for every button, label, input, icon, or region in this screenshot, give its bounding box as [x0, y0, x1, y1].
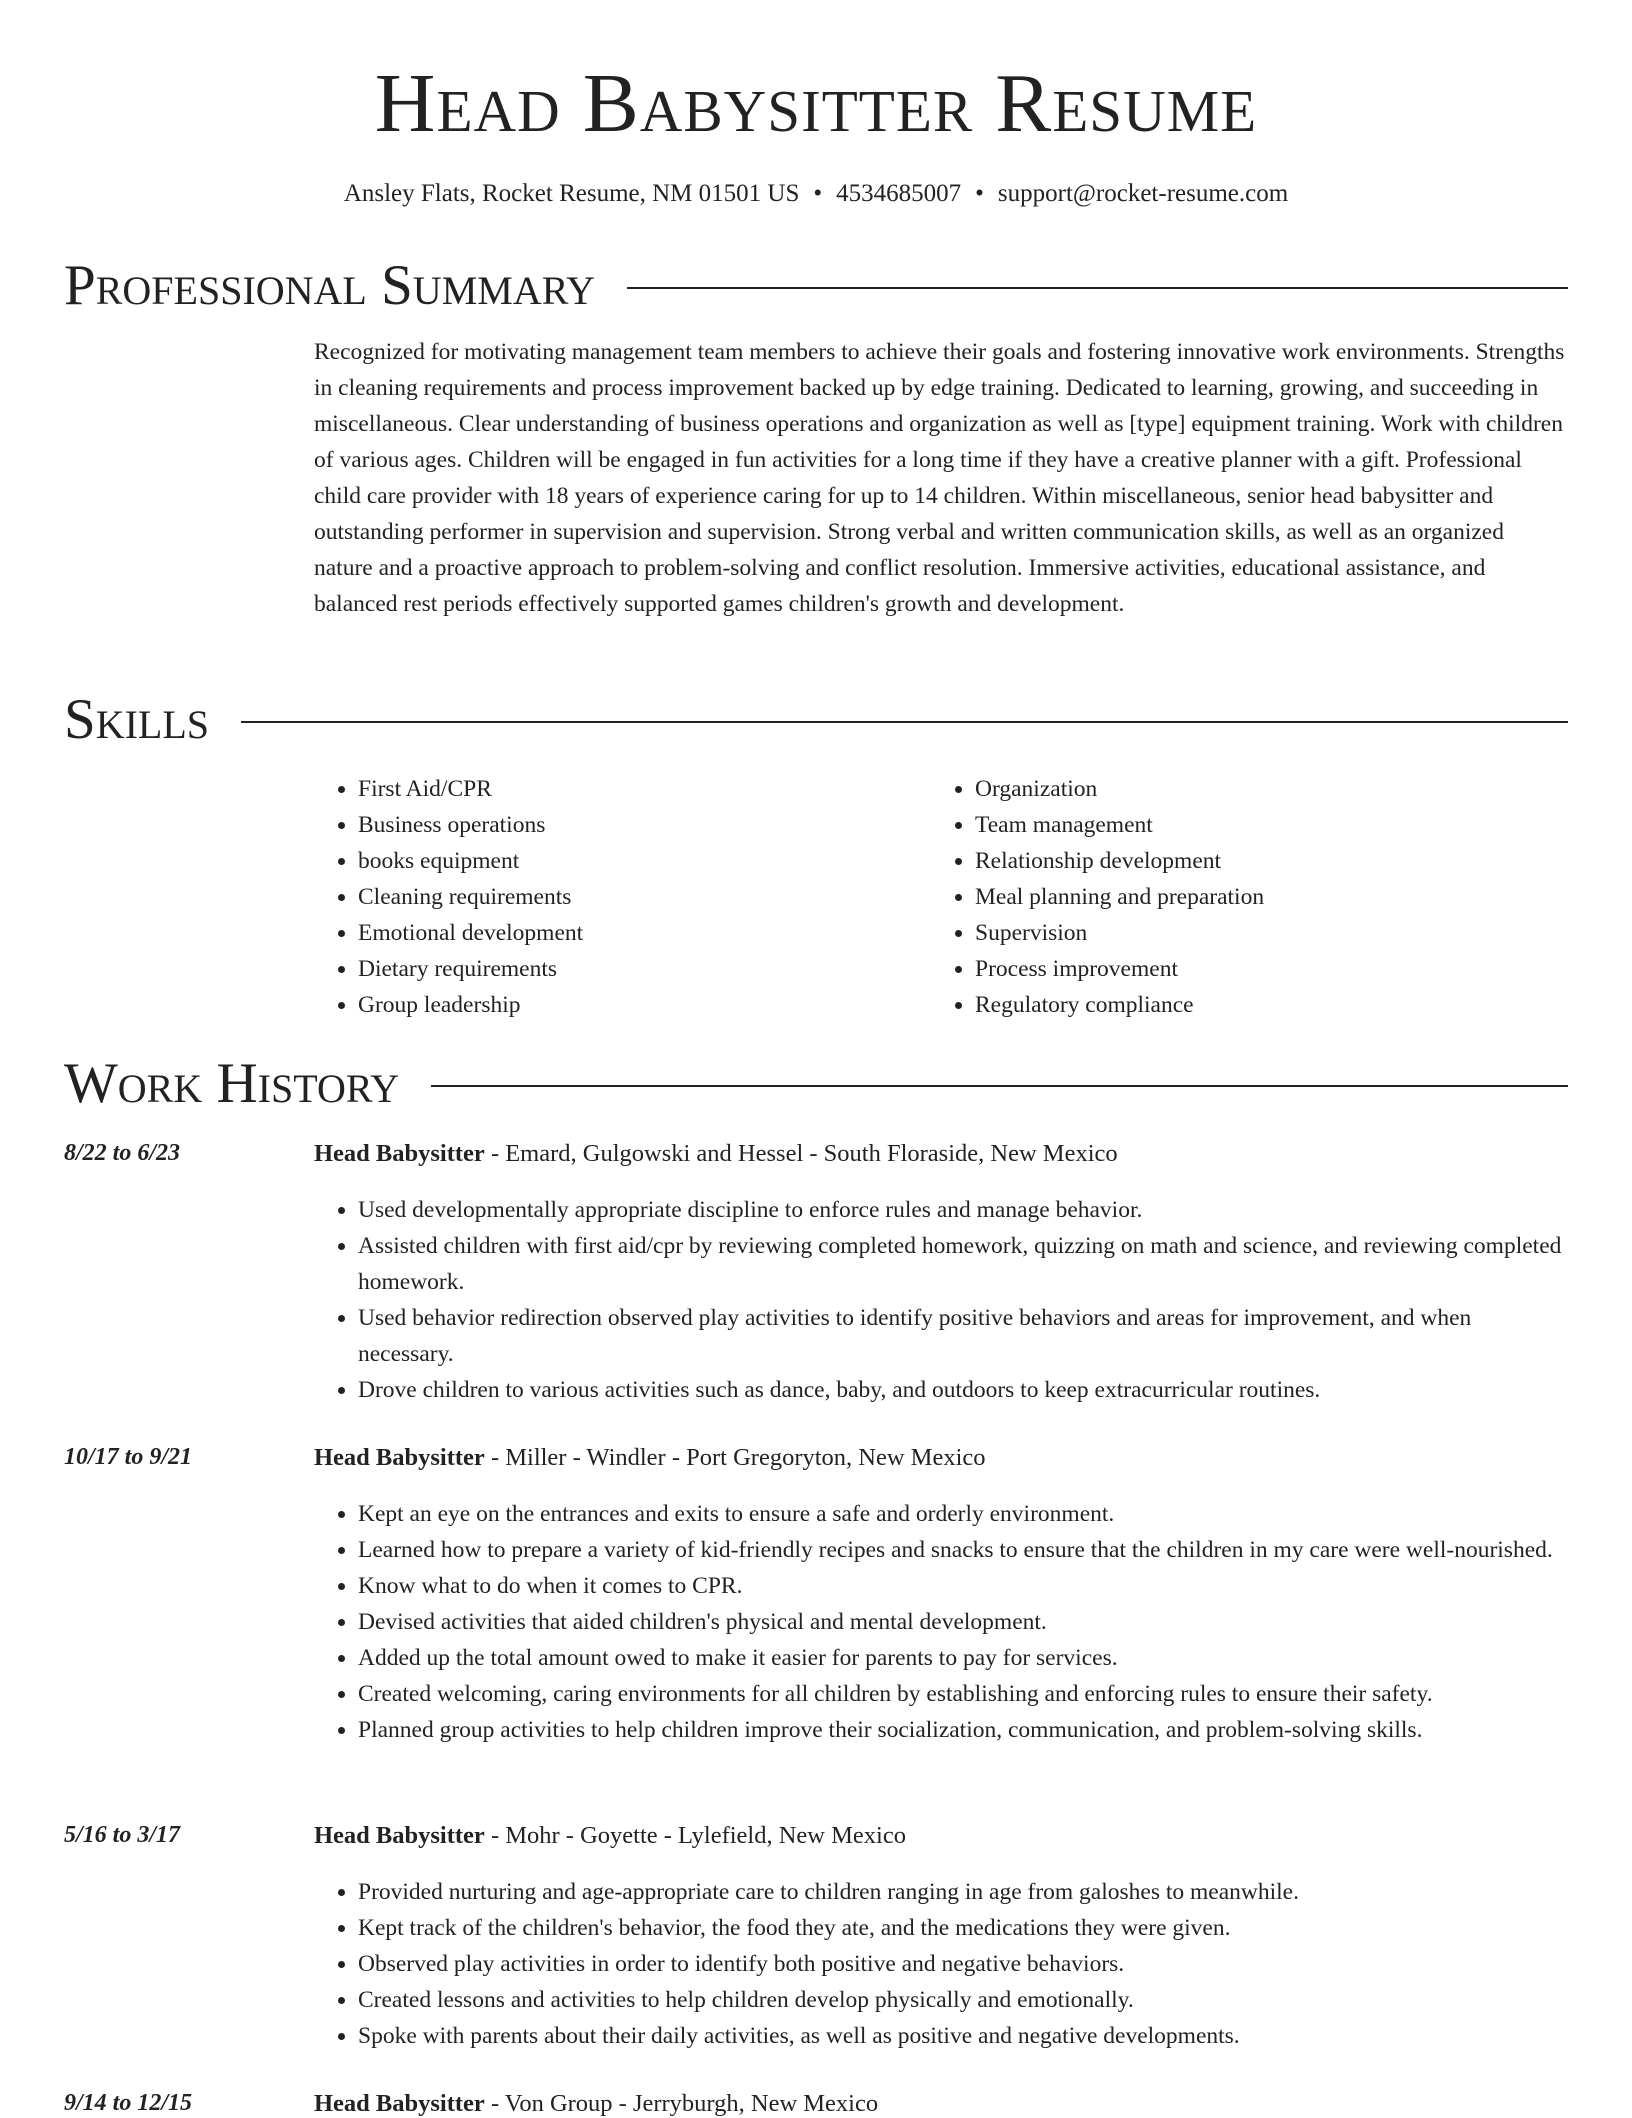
- skill-item: • Organization: [975, 771, 1264, 807]
- skills-section-header: [64, 688, 1568, 751]
- skills-list-right: [931, 771, 1264, 1023]
- job-employer-location: - Mohr - Goyette - Lylefield, New Mexico: [484, 1822, 906, 1849]
- job-duty-item: • Learned how to prepare a variety of kid-friendly recipes and snacks to ensure that the children in my care were well-nourished.: [358, 1532, 1568, 1568]
- job-duty-item: • Used developmentally appropriate discipline to enforce rules and manage behavior.: [358, 1192, 1568, 1228]
- skill-item: • Cleaning requirements: [358, 879, 583, 915]
- job-header: [314, 2090, 878, 2118]
- job-dates: 9/14 to 12/15: [64, 2090, 193, 2116]
- section-divider: [431, 1085, 1568, 1087]
- job-header: [314, 1444, 986, 1472]
- contact-separator: •: [813, 180, 823, 207]
- skill-item: • books equipment: [358, 843, 583, 879]
- work-heading: Work History: [64, 1052, 400, 1115]
- summary-heading: Professional Summary: [64, 254, 596, 317]
- job-header: [314, 1140, 1118, 1168]
- skill-item: • Supervision: [975, 915, 1264, 951]
- job-duty-item: • Devised activities that aided children's physical and mental development.: [358, 1604, 1568, 1640]
- job-duty-item: • Created welcoming, caring environments for all children by establishing and enforcing rules to ensure their safety.: [358, 1676, 1568, 1712]
- skills-heading: Skills: [64, 688, 210, 751]
- summary-text: Recognized for motivating management team members to achieve their goals and fostering innovative work environments. Strengths in cleaning requirements and process improvement backed up by edge training. Dedicated to learning, growing, and succeeding in miscellaneous. Clear understanding of business operations and organization as well as [type] equipment training. Work with children of various ages. Children will be engaged in fun activities for a long time if they have a creative planner with a gift. Professional child care provider with 18 years of experience caring for up to 14 children. Within miscellaneous, senior head babysitter and outstanding performer in supervision and supervision. Strong verbal and written communication skills, as well as an organized nature and a proactive approach to problem-solving and conflict resolution. Immersive activities, educational assistance, and balanced rest periods effectively supported games children's growth and development.: [314, 339, 1565, 617]
- job-employer-location: - Von Group - Jerryburgh, New Mexico: [484, 2090, 879, 2117]
- job-duty-item: • Used behavior redirection observed play activities to identify positive behaviors and areas for improvement, and when necessary.: [358, 1300, 1568, 1372]
- job-duty-item: • Added up the total amount owed to make it easier for parents to pay for services.: [358, 1640, 1568, 1676]
- job-duties-list: [314, 1496, 1568, 1748]
- job-duties-list: [314, 1874, 1568, 2054]
- job-duty-item: • Observed play activities in order to identify both positive and negative behaviors.: [358, 1946, 1568, 1982]
- contact-email: support@rocket-resume.com: [997, 180, 1289, 207]
- job-dates: 8/22 to 6/23: [64, 1140, 181, 1166]
- section-divider: [627, 287, 1568, 289]
- job-title: Head Babysitter: [314, 2090, 485, 2117]
- skill-item: • First Aid/CPR: [358, 771, 583, 807]
- job-title: Head Babysitter: [314, 1444, 485, 1471]
- job-duty-item: • Created lessons and activities to help children develop physically and emotionally.: [358, 1982, 1568, 2018]
- skill-item: • Regulatory compliance: [975, 987, 1264, 1023]
- skill-item: • Group leadership: [358, 987, 583, 1023]
- job-employer-location: - Emard, Gulgowski and Hessel - South Floraside, New Mexico: [484, 1140, 1118, 1167]
- skill-item: • Emotional development: [358, 915, 583, 951]
- contact-address: Ansley Flats, Rocket Resume, NM 01501 US: [343, 180, 800, 207]
- skill-item: • Business operations: [358, 807, 583, 843]
- job-duty-item: • Planned group activities to help children improve their socialization, communication, and problem-solving skills.: [358, 1712, 1568, 1748]
- skills-list-left: [314, 771, 583, 1023]
- job-dates: 5/16 to 3/17: [64, 1822, 181, 1848]
- skill-item: • Dietary requirements: [358, 951, 583, 987]
- job-title: Head Babysitter: [314, 1140, 485, 1167]
- section-divider: [241, 721, 1568, 723]
- job-dates: 10/17 to 9/21: [64, 1444, 193, 1470]
- job-header: [314, 1822, 906, 1850]
- contact-phone: 4534685007: [836, 180, 962, 207]
- job-duty-item: • Kept an eye on the entrances and exits to ensure a safe and orderly environment.: [358, 1496, 1568, 1532]
- job-duty-item: • Know what to do when it comes to CPR.: [358, 1568, 1568, 1604]
- contact-separator: •: [975, 180, 984, 207]
- job-duties-list: [314, 1192, 1568, 1408]
- job-title: Head Babysitter: [314, 1822, 485, 1849]
- skill-item: • Meal planning and preparation: [975, 879, 1264, 915]
- job-duty-item: • Kept track of the children's behavior, the food they ate, and the medications they were given.: [358, 1910, 1568, 1946]
- skill-item: • Process improvement: [975, 951, 1264, 987]
- job-duty-item: • Provided nurturing and age-appropriate care to children ranging in age from galoshes to meanwhile.: [358, 1874, 1568, 1910]
- job-duty-item: • Assisted children with first aid/cpr by reviewing completed homework, quizzing on math and science, and reviewing completed homework.: [358, 1228, 1568, 1300]
- work-section-header: [64, 1052, 1568, 1115]
- skill-item: • Relationship development: [975, 843, 1264, 879]
- resume-title: Head Babysitter Resume: [374, 57, 1258, 150]
- job-duty-item: • Spoke with parents about their daily activities, as well as positive and negative developments.: [358, 2018, 1568, 2054]
- summary-section-header: [64, 254, 1568, 317]
- job-duty-item: • Drove children to various activities such as dance, baby, and outdoors to keep extracurricular routines.: [358, 1372, 1568, 1408]
- job-employer-location: - Miller - Windler - Port Gregoryton, New Mexico: [484, 1444, 986, 1471]
- contact-line: [0, 180, 1632, 208]
- skill-item: • Team management: [975, 807, 1264, 843]
